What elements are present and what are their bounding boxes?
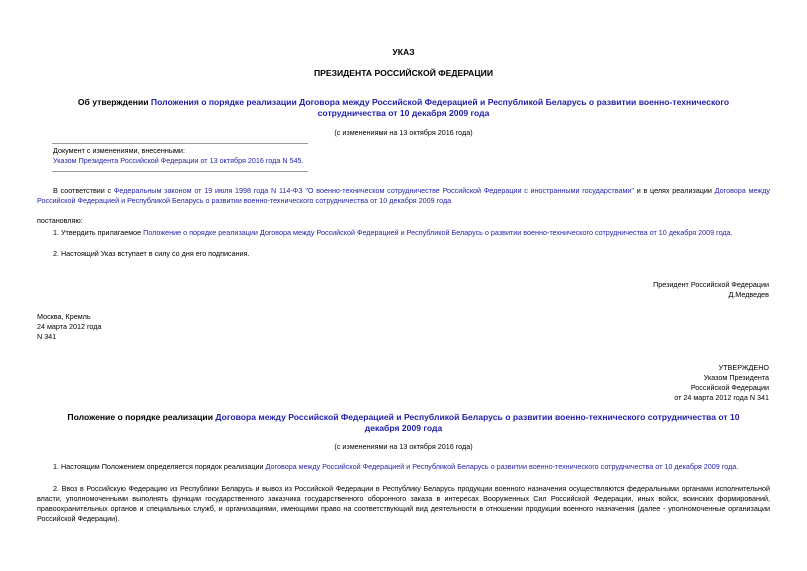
amendments-label: Документ с изменениями, внесенными: (53, 146, 185, 155)
issuer-heading: ПРЕЗИДЕНТА РОССИЙСКОЙ ФЕДЕРАЦИИ (313, 68, 494, 78)
document-title (60, 97, 747, 119)
decree-number: N 341 (37, 332, 57, 341)
regulation-title (50, 412, 757, 434)
regulation-changes-note: (с изменениями на 13 октября 2016 года) (334, 442, 473, 451)
regulation-title-prefix: Положение о порядке реализации (67, 412, 216, 422)
doc-type-heading: УКАЗ (392, 47, 415, 57)
law-link[interactable]: Федеральным законом от 19 июля 1998 года N 114-ФЗ "О военно-техническом сотрудничестве Российской Федерации с иностранными государствами" (113, 186, 634, 195)
regulation-item-1 (53, 462, 773, 472)
approval-line-4: от 24 марта 2012 года N 341 (674, 393, 769, 402)
decree-item-1-link[interactable]: Положение о порядке реализации Договора между Российской Федерацией и Республикой Беларусь о развитии военно-технического сотрудничества от 10 декабря 2009 года (143, 228, 731, 237)
regulation-item-1-prefix: 1. Настоящим Положением определяется порядок реализации (53, 462, 266, 471)
regulation-item-1-link[interactable]: Договора между Российской Федерацией и Республикой Беларусь о развитии военно-технического сотрудничества от 10 декабря 2009 года (265, 462, 737, 471)
amendments-top-rule (52, 143, 308, 144)
approval-line-3: Российской Федерации (690, 383, 769, 392)
title-changes-note: (с изменениями на 13 октября 2016 года) (334, 128, 473, 137)
regulation-title-link[interactable]: Договора между Российской Федерацией и Республикой Беларусь о развитии военно-технического сотрудничества от 10 декабря 2009 года (215, 412, 740, 433)
place: Москва, Кремль (37, 312, 91, 321)
date: 24 марта 2012 года (37, 322, 102, 331)
approval-line-2: Указом Президента (703, 373, 769, 382)
decree-item-1 (53, 228, 773, 238)
regulation-item-2: 2. Ввоз в Российскую Федерацию из Республики Беларусь и вывоз из Российской Федерации в Республику Беларусь продукции военного назначения осуществляются федеральными органами исполнительной власти, уполномоченными выполнять функции государственного заказчика государственного оборонного заказа в интересах Вооруженных Сил Российской Федерации, иных войск, воинских формирований, правоохранительных органов и специальных служб, и организациями, имеющими право на соответствующий вид деятельности в отношении продукции военного назначения (далее - уполномоченные организации Российской Федерации). (37, 484, 770, 523)
title-link[interactable]: Положения о порядке реализации Договора между Российской Федерацией и Республикой Беларусь о развитии военно-технического сотрудничества от 10 декабря 2009 года (150, 97, 730, 118)
amendments-bottom-rule (52, 171, 308, 172)
signature-position: Президент Российской Федерации (653, 280, 769, 289)
signature-name: Д.Медведев (728, 290, 769, 299)
decree-item-2: 2. Настоящий Указ вступает в силу со дня его подписания. (53, 249, 250, 258)
preamble-middle: и в целях реализации (633, 186, 715, 195)
approval-line-1: УТВЕРЖДЕНО (718, 363, 769, 372)
regulation-item-1-suffix: . (736, 462, 739, 471)
amendments-link[interactable]: Указом Президента Российской Федерации от 13 октября 2016 года N 545. (53, 156, 304, 165)
title-prefix: Об утверждении (77, 97, 151, 107)
treaty-link[interactable]: Договора между Российской Федерацией и Республикой Беларусь о развитии военно-технического сотрудничества от 10 декабря 2009 года (37, 186, 770, 205)
decree-item-1-prefix: 1. Утвердить прилагаемое (53, 228, 144, 237)
preamble-intro: В соответствии с (53, 186, 114, 195)
preamble-paragraph (37, 186, 770, 206)
decree-item-1-suffix: . (730, 228, 733, 237)
decree-word: постановляю: (37, 216, 83, 225)
